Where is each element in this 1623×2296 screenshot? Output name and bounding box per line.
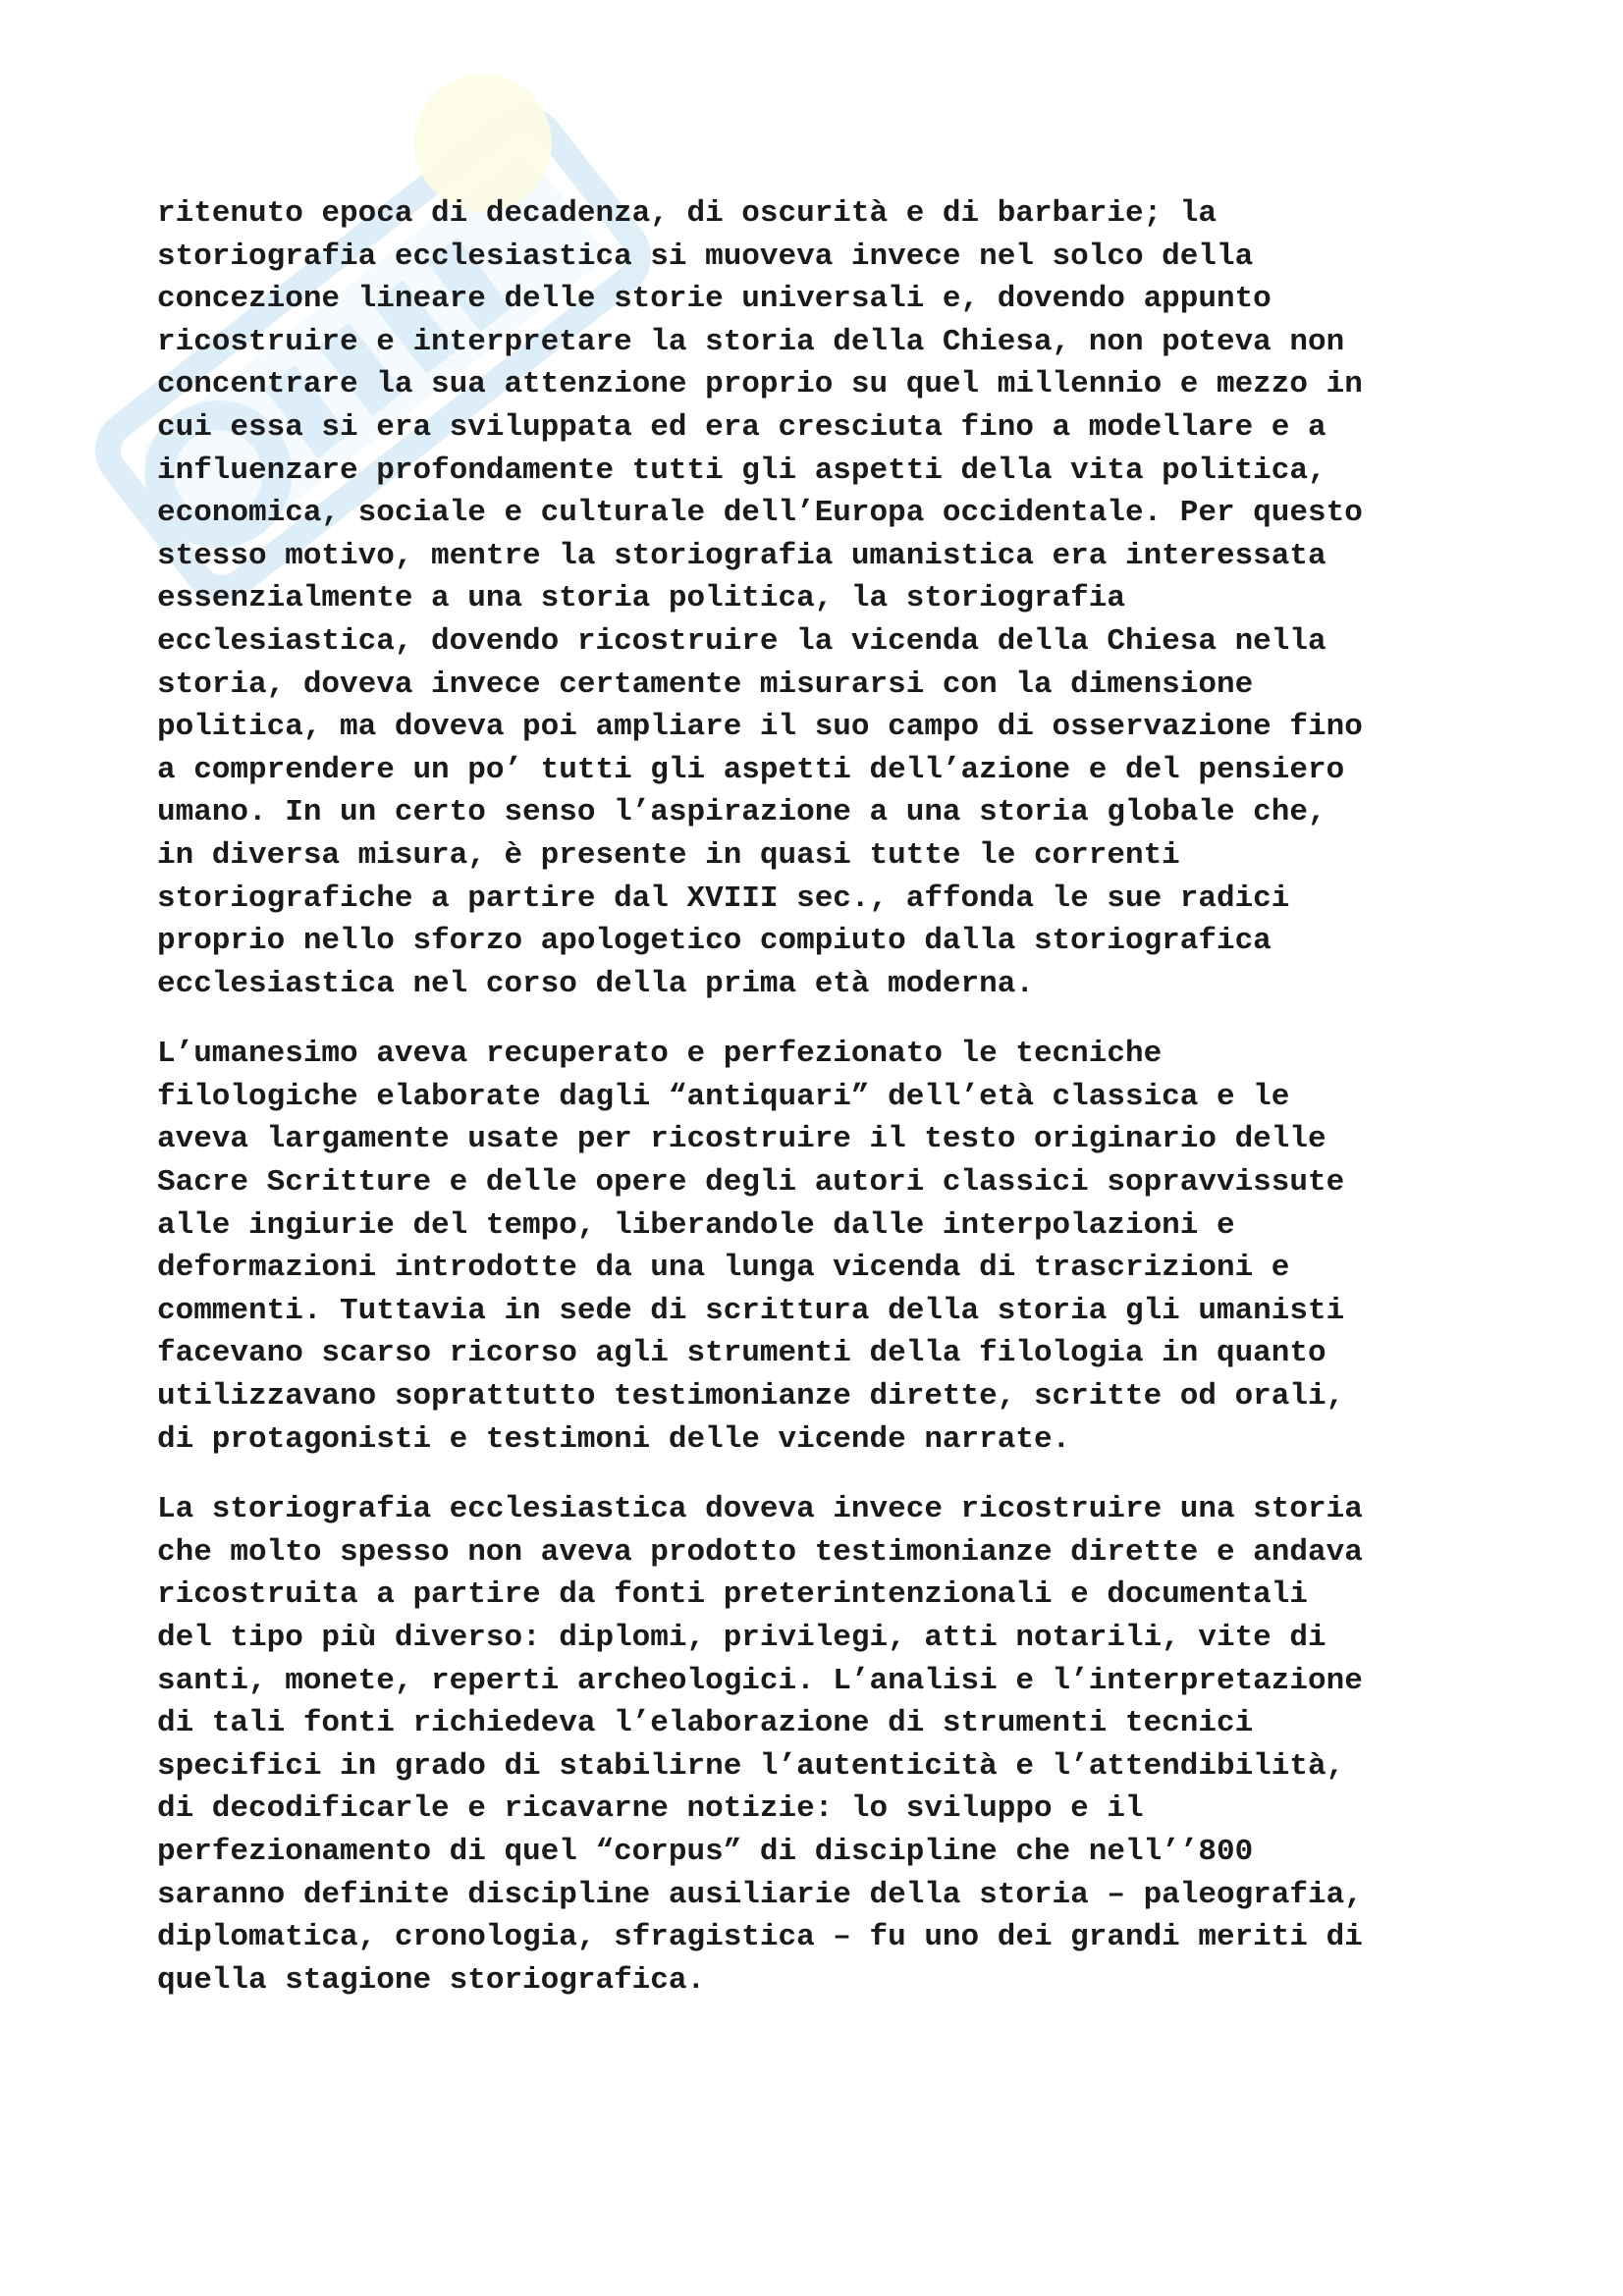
text-line: che molto spesso non aveva prodotto testimonianze dirette e andava (157, 1534, 1363, 1570)
text-line: in diversa misura, è presente in quasi tutte le correnti (157, 837, 1180, 873)
document-body (157, 192, 1473, 2029)
text-line: influenzare profondamente tutti gli aspetti della vita politica, (157, 453, 1326, 488)
text-line: di decodificarle e ricavarne notizie: lo sviluppo e il (157, 1791, 1144, 1827)
text-line: diplomatica, cronologia, sfragistica – fu uno dei grandi meriti di (157, 1920, 1363, 1955)
text-line: deformazioni introdotte da una lunga vicenda di trascrizioni e (157, 1251, 1290, 1286)
text-line: concentrare la sua attenzione proprio su quel millennio e mezzo in (157, 367, 1363, 402)
text-line: utilizzavano soprattutto testimonianze dirette, scritte od orali, (157, 1379, 1345, 1415)
text-line: santi, monete, reperti archeologici. L’analisi e l’interpretazione (157, 1663, 1363, 1698)
text-line: ecclesiastica, dovendo ricostruire la vicenda della Chiesa nella (157, 623, 1326, 659)
text-line: di protagonisti e testimoni delle vicende narrate. (157, 1421, 1071, 1457)
text-line: cui essa si era sviluppata ed era cresciuta fino a modellare e a (157, 409, 1326, 445)
text-line: quella stagione storiografica. (157, 1962, 706, 1998)
text-line: a comprendere un po’ tutti gli aspetti dell’azione e del pensiero (157, 752, 1345, 787)
paragraph-2 (157, 1033, 1473, 1461)
text-line: ecclesiastica nel corso della prima età moderna. (157, 966, 1034, 1001)
text-line: filologiche elaborate dagli “antiquari” dell’età classica e le (157, 1079, 1290, 1114)
text-line: politica, ma doveva poi ampliare il suo campo di osservazione fino (157, 710, 1363, 745)
text-line: saranno definite discipline ausiliarie della storia – paleografia, (157, 1877, 1363, 1912)
text-line: di tali fonti richiedeva l’elaborazione di strumenti tecnici (157, 1706, 1254, 1741)
text-line: concezione lineare delle storie universali e, dovendo appunto (157, 282, 1271, 317)
text-line: alle ingiurie del tempo, liberandole dalle interpolazioni e (157, 1207, 1235, 1243)
text-line: Sacre Scritture e delle opere degli autori classici sopravvissute (157, 1165, 1345, 1201)
text-line: umano. In un certo senso l’aspirazione a una storia globale che, (157, 795, 1326, 830)
text-line: storiografia ecclesiastica si muoveva invece nel solco della (157, 239, 1254, 274)
text-line: ricostruire e interpretare la storia della Chiesa, non poteva non (157, 324, 1345, 359)
text-line: storiografiche a partire dal XVIII sec., affonda le sue radici (157, 881, 1290, 916)
text-line: proprio nello sforzo apologetico compiuto dalla storiografica (157, 924, 1271, 959)
text-line: aveva largamente usate per ricostruire il testo originario delle (157, 1122, 1326, 1157)
text-line: storia, doveva invece certamente misurarsi con la dimensione (157, 667, 1254, 702)
text-line: stesso motivo, mentre la storiografia umanistica era interessata (157, 538, 1326, 573)
text-line: essenzialmente a una storia politica, la storiografia (157, 581, 1125, 616)
text-line: commenti. Tuttavia in sede di scrittura della storia gli umanisti (157, 1293, 1345, 1328)
text-line: La storiografia ecclesiastica doveva invece ricostruire una storia (157, 1492, 1363, 1527)
text-line: L’umanesimo aveva recuperato e perfezionato le tecniche (157, 1037, 1163, 1072)
paragraph-3 (157, 1488, 1473, 2002)
text-line: ritenuto epoca di decadenza, di oscurità e di barbarie; la (157, 196, 1217, 231)
text-line: perfezionamento di quel “corpus” di discipline che nell’’800 (157, 1834, 1254, 1869)
text-line: ricostruita a partire da fonti preterintenzionali e documentali (157, 1577, 1308, 1613)
text-line: del tipo più diverso: diplomi, privilegi, atti notarili, vite di (157, 1621, 1326, 1655)
paragraph-1 (157, 192, 1473, 1005)
text-line: economica, sociale e culturale dell’Europa occidentale. Per questo (157, 496, 1363, 531)
text-line: specifici in grado di stabilirne l’autenticità e l’attendibilità, (157, 1748, 1345, 1784)
text-line: facevano scarso ricorso agli strumenti della filologia in quanto (157, 1336, 1326, 1371)
